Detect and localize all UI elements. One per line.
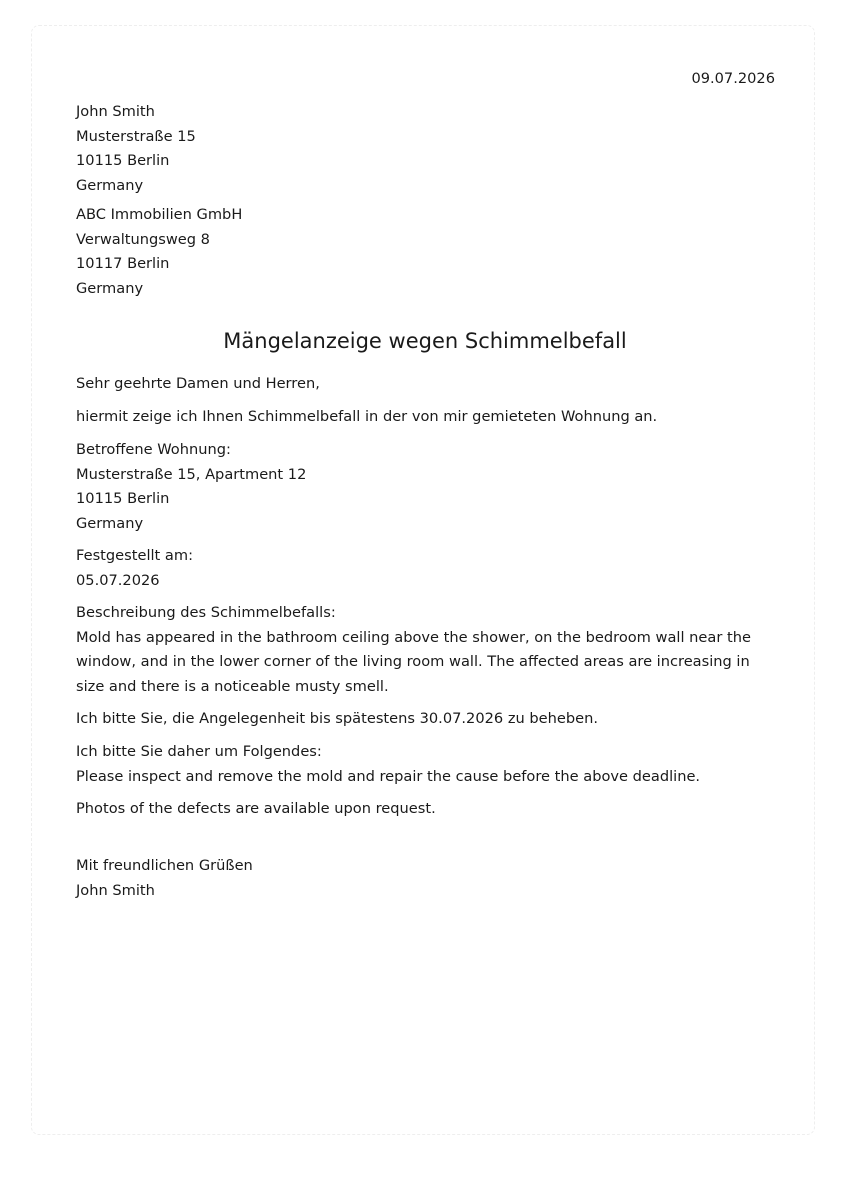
sender-address — [76, 100, 776, 198]
discovered-section — [76, 544, 776, 593]
request-section — [76, 740, 776, 789]
apartment-country: Germany — [76, 514, 144, 532]
discovered-label: Festgestellt am: — [76, 547, 193, 564]
recipient-address — [76, 203, 776, 301]
salutation-text: Sehr geehrte Damen und Herren, — [76, 375, 320, 392]
closing-text: Mit freundlichen Grüßen — [76, 857, 253, 874]
sender-country: Germany — [76, 176, 144, 194]
sender-name: John Smith — [76, 103, 155, 120]
closing-section — [76, 854, 776, 903]
discovered-date: 05.07.2026 — [76, 571, 160, 589]
description-label: Beschreibung des Schimmelbefalls: — [76, 604, 336, 621]
recipient-street: Verwaltungsweg 8 — [76, 230, 210, 248]
photos-note-text: Photos of the defects are available upon request. — [76, 800, 436, 817]
signature-name: John Smith — [76, 881, 155, 899]
letter-date: 09.07.2026 — [691, 70, 775, 87]
intro-text: hiermit zeige ich Ihnen Schimmelbefall in der von mir gemieteten Wohnung an. — [76, 408, 658, 425]
sender-city: 10115 Berlin — [76, 152, 170, 169]
deadline-paragraph — [76, 707, 776, 732]
deadline-text: Ich bitte Sie, die Angelegenheit bis spätestens 30.07.2026 zu beheben. — [76, 710, 598, 727]
photos-note — [76, 797, 776, 822]
apartment-street: Musterstraße 15, Apartment 12 — [76, 465, 307, 483]
recipient-city: 10117 Berlin — [76, 255, 170, 272]
intro-paragraph — [76, 405, 776, 430]
request-label: Ich bitte Sie daher um Folgendes: — [76, 743, 322, 760]
apartment-section — [76, 438, 776, 536]
apartment-label: Betroffene Wohnung: — [76, 441, 231, 458]
sender-street: Musterstraße 15 — [76, 127, 196, 145]
description-section — [76, 601, 776, 699]
recipient-country: Germany — [76, 279, 144, 297]
apartment-city: 10115 Berlin — [76, 490, 170, 507]
recipient-name: ABC Immobilien GmbH — [76, 206, 243, 223]
letter-subject: Mängelanzeige wegen Schimmelbefall — [223, 329, 627, 353]
salutation — [76, 372, 776, 397]
description-text: Mold has appeared in the bathroom ceiling above the shower, on the bedroom wall near the window, and in the lower corner of the living room wall. The affected areas are increasing in size and there is a noticeable musty smell. — [76, 628, 751, 695]
request-text: Please inspect and remove the mold and repair the cause before the above deadline. — [76, 767, 701, 785]
